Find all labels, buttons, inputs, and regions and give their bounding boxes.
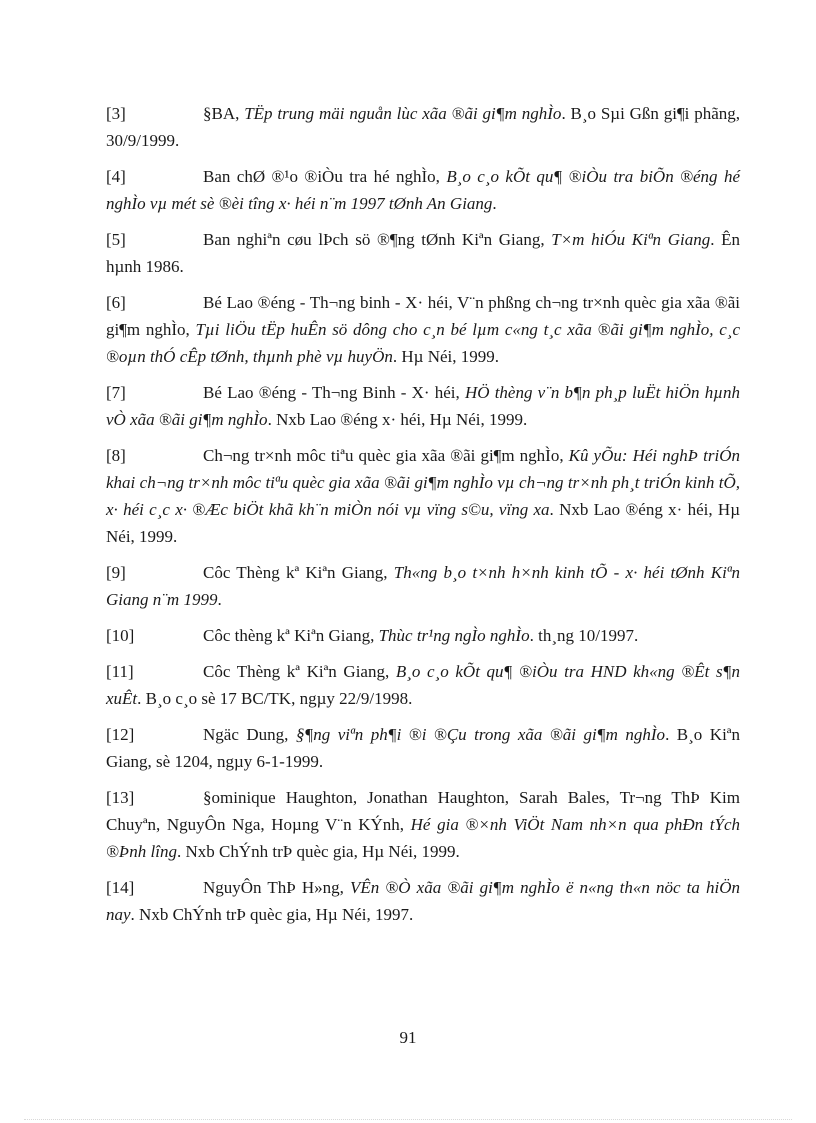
page-number: 91 bbox=[399, 1028, 417, 1047]
reference-list bbox=[106, 100, 740, 937]
reference-text bbox=[106, 379, 740, 433]
reference-text bbox=[106, 622, 740, 649]
reference-text bbox=[106, 163, 740, 217]
reference-publication: . Nxb Lao ®éng x· héi, Hµ Néi, 1999. bbox=[106, 500, 741, 546]
reference-title: TËp trung mäi nguån lùc xãa ®ãi gi¶m nghÌo bbox=[244, 104, 562, 123]
reference-number: [12] bbox=[106, 725, 135, 744]
reference-publication: . Nxb ChÝnh trÞ quèc gia, Hµ Néi, 1999. bbox=[177, 842, 460, 861]
reference-text bbox=[106, 658, 740, 712]
reference-item bbox=[106, 379, 740, 433]
reference-item bbox=[106, 622, 740, 649]
reference-item bbox=[106, 559, 740, 613]
reference-item bbox=[106, 163, 740, 217]
reference-publication: . Nxb ChÝnh trÞ quèc gia, Hµ Néi, 1997. bbox=[130, 905, 414, 924]
reference-author: Bé Lao ®éng - Th¬ng binh - X· héi, V¨n phßng ch¬ng tr×nh quèc gia xãa ®ãi gi¶m nghÌo, bbox=[106, 293, 740, 339]
reference-number: [14] bbox=[106, 878, 135, 897]
reference-author: Côc Thèng kª Kiªn Giang, bbox=[203, 662, 396, 681]
reference-title: VÊn ®Ò xãa ®ãi gi¶m nghÌo ë n«ng th«n nöc ta hiÖn nay bbox=[106, 878, 740, 924]
reference-publication: . Nxb Lao ®éng x· héi, Hµ Néi, 1999. bbox=[267, 410, 528, 429]
reference-text bbox=[106, 226, 740, 280]
reference-number: [8] bbox=[106, 446, 126, 465]
reference-title: T×m hiÓu Kiªn Giang bbox=[551, 230, 711, 249]
reference-author: §BA, bbox=[203, 104, 245, 123]
reference-publication: . bbox=[492, 194, 497, 213]
reference-title: B¸o c¸o kÕt qu¶ ®iÒu tra biÕn ®éng hé nghÌo vµ mét sè ®èi tîng x· héi n¨m 1997 tØnh An Giang bbox=[106, 167, 741, 213]
reference-title: Th«ng b¸o t×nh h×nh kinh tÕ - x· héi tØnh Kiªn Giang n¨m 1999 bbox=[106, 563, 740, 609]
reference-publication: . Hµ Néi, 1999. bbox=[392, 347, 499, 366]
reference-item bbox=[106, 874, 740, 928]
reference-author: Bé Lao ®éng - Th¬ng Binh - X· héi, bbox=[203, 383, 465, 402]
reference-publication: . B¸o Sµi Gßn gi¶i phãng, 30/9/1999. bbox=[106, 104, 740, 150]
reference-author: Côc Thèng kª Kiªn Giang, bbox=[203, 563, 394, 582]
reference-title: §¶ng viªn ph¶i ®i ®Çu trong xãa ®ãi gi¶m nghÌo bbox=[295, 725, 666, 744]
reference-number: [13] bbox=[106, 788, 135, 807]
reference-title: Tµi liÖu tËp huÊn sö dông cho c¸n bé lµm c«ng t¸c xãa ®ãi gi¶m nghÌo, c¸c ®oµn thÓ cÊp tØnh, thµnh phè vµ huyÖn bbox=[106, 320, 741, 366]
reference-text bbox=[106, 721, 740, 775]
reference-number: [3] bbox=[106, 104, 126, 123]
reference-text bbox=[106, 100, 740, 154]
reference-author: Côc thèng kª Kiªn Giang, bbox=[203, 626, 379, 645]
reference-publication: . B¸o Kiªn Giang, sè 1204, ngµy 6-1-1999. bbox=[106, 725, 740, 771]
reference-title: B¸o c¸o kÕt qu¶ ®iÒu tra HND kh«ng ®Êt s¶n xuÊt bbox=[106, 662, 740, 708]
reference-publication: . B¸o c¸o sè 17 BC/TK, ngµy 22/9/1998. bbox=[137, 689, 413, 708]
reference-publication: . Ên hµnh 1986. bbox=[106, 230, 740, 276]
reference-number: [4] bbox=[106, 167, 126, 186]
reference-author: Ch¬ng tr×nh môc tiªu quèc gia xãa ®ãi gi¶m nghÌo, bbox=[203, 446, 569, 465]
reference-item bbox=[106, 100, 740, 154]
reference-item bbox=[106, 721, 740, 775]
reference-author: Ban chØ ®¹o ®iÒu tra hé nghÌo, bbox=[203, 167, 447, 186]
page-bottom-divider bbox=[24, 1119, 792, 1120]
reference-number: [10] bbox=[106, 626, 135, 645]
reference-item bbox=[106, 289, 740, 370]
reference-item bbox=[106, 226, 740, 280]
reference-publication: . th¸ng 10/1997. bbox=[529, 626, 639, 645]
reference-title: HÖ thèng v¨n b¶n ph¸p luËt hiÖn hµnh vÒ xãa ®ãi gi¶m nghÌo bbox=[106, 383, 740, 429]
reference-title: Hé gia ®×nh ViÖt Nam nh×n qua phÐn tÝch ®Þnh lîng bbox=[106, 815, 740, 861]
reference-title: Thùc tr¹ng ngÌo nghÌo bbox=[378, 626, 530, 645]
reference-text bbox=[106, 289, 740, 370]
reference-author: NguyÔn ThÞ H»ng, bbox=[203, 878, 350, 897]
reference-author: Ngäc Dung, bbox=[203, 725, 296, 744]
reference-number: [6] bbox=[106, 293, 126, 312]
reference-number: [7] bbox=[106, 383, 126, 402]
reference-publication: . bbox=[217, 590, 222, 609]
reference-text bbox=[106, 559, 740, 613]
reference-item bbox=[106, 442, 740, 550]
reference-number: [11] bbox=[106, 662, 134, 681]
reference-author: Ban nghiªn cøu lÞch sö ®¶ng tØnh Kiªn Giang, bbox=[203, 230, 552, 249]
reference-number: [5] bbox=[106, 230, 126, 249]
reference-item bbox=[106, 658, 740, 712]
reference-item bbox=[106, 784, 740, 865]
reference-title: Kû yÕu: Héi nghÞ triÓn khai ch¬ng tr×nh môc tiªu quèc gia xãa ®ãi gi¶m nghÌo vµ ch¬ng tr×nh ph¸t triÓn kinh tÕ, x· héi c¸c x· ®Æc biÖt khã kh¨n miÒn nói vµ vïng s©u, vïng xa bbox=[106, 446, 741, 519]
reference-number: [9] bbox=[106, 563, 126, 582]
reference-text bbox=[106, 442, 740, 550]
reference-author: §ominique Haughton, Jonathan Haughton, Sarah Bales, Tr¬ng ThÞ Kim Chuyªn, NguyÔn Nga, Hoµng V¨n KÝnh, bbox=[106, 788, 740, 834]
reference-text bbox=[106, 784, 740, 865]
reference-text bbox=[106, 874, 740, 928]
